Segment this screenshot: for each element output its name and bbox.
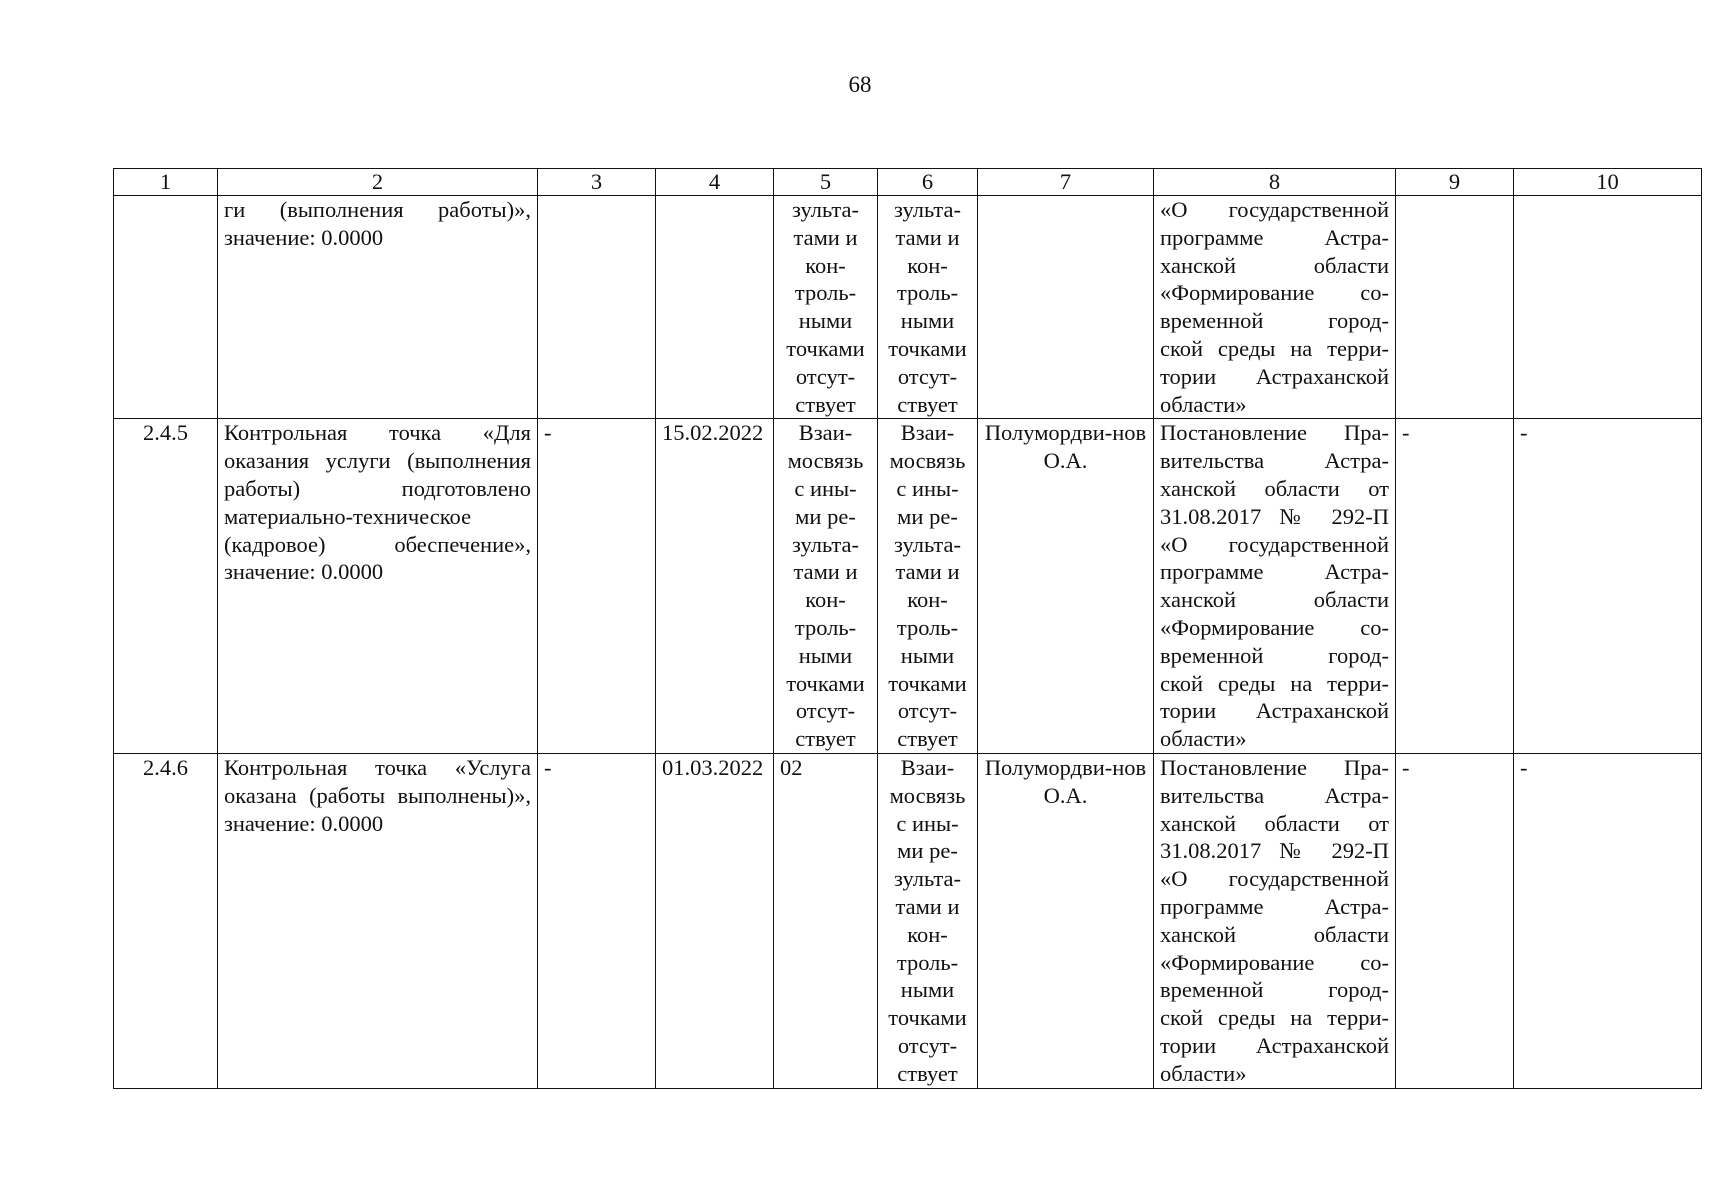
table-row — [114, 196, 1702, 419]
control-point-date: 01.03.2022 — [656, 753, 774, 1088]
cell-line: ными — [900, 308, 955, 334]
interrelation-cell — [774, 753, 878, 1088]
interrelation-cell — [774, 196, 878, 419]
cell-line: троль- — [794, 614, 857, 640]
cell-col10: - — [1514, 419, 1702, 754]
responsible-person: Полумордви-нов О.А. — [978, 419, 1154, 754]
cell-line: ными — [798, 308, 853, 334]
column-number: 5 — [774, 169, 878, 196]
document-line: 31.08.2017 № 292-П — [1160, 503, 1389, 529]
cell-col3: - — [538, 753, 656, 1088]
cell-line: кон- — [805, 252, 846, 278]
document-line: вительства Астра- — [1160, 448, 1389, 474]
cell-line: точками — [786, 670, 865, 696]
document-line: программе Астра- — [1160, 224, 1389, 250]
cell-line: 02 — [780, 754, 803, 780]
document-line: ханской области — [1160, 252, 1389, 278]
cell-line: отсут- — [897, 698, 958, 724]
interrelation-cell — [878, 753, 978, 1088]
cell-line: кон- — [805, 587, 846, 613]
cell-line: кон- — [907, 921, 948, 947]
document-line: ханской области от — [1160, 475, 1389, 501]
document-line: Постановление Пра- — [1160, 420, 1389, 446]
cell-line: тами и — [793, 224, 858, 250]
cell-line: зульта- — [894, 531, 961, 557]
cell-line: троль- — [896, 280, 959, 306]
document-line: тории Астраханской — [1160, 698, 1389, 724]
cell-line: ствует — [795, 726, 856, 752]
table-row — [114, 419, 1702, 754]
cell-line: отсут- — [897, 363, 958, 389]
control-point-name: Контрольная точка «Для оказания услуги (выполнения работы) подготовлено материально-техническое (кадровое) обеспечение», значение: 0.0000 — [218, 419, 538, 754]
cell-line: ствует — [795, 391, 856, 417]
cell-line: тами и — [793, 559, 858, 585]
column-number: 3 — [538, 169, 656, 196]
document-line: Постановление Пра- — [1160, 754, 1389, 780]
cell-line: Взаи- — [798, 420, 853, 446]
cell-line: отсут- — [897, 1032, 958, 1058]
document-line: программе Астра- — [1160, 893, 1389, 919]
cell-line: Взаи- — [900, 420, 955, 446]
cell-line: тами и — [895, 559, 960, 585]
cell-line: ми ре- — [897, 503, 958, 529]
control-point-name: ги (выполнения работы)», значение: 0.0000 — [218, 196, 538, 419]
interrelation-cell — [878, 419, 978, 754]
document-line: «Формирование со- — [1160, 949, 1389, 975]
cell-line: точками — [888, 335, 967, 361]
document-line: временной город- — [1160, 308, 1389, 334]
cell-line: отсут- — [795, 698, 856, 724]
cell-line: ми ре- — [897, 838, 958, 864]
cell-col10: - — [1514, 753, 1702, 1088]
column-number: 6 — [878, 169, 978, 196]
cell-col3 — [538, 196, 656, 419]
document-line: ханской области — [1160, 587, 1389, 613]
page-number: 68 — [848, 72, 872, 97]
cell-line: зульта- — [894, 197, 961, 222]
control-point-name: Контрольная точка «Услуга оказана (работы выполнены)», значение: 0.0000 — [218, 753, 538, 1088]
cell-line: отсут- — [795, 363, 856, 389]
cell-line: ными — [798, 642, 853, 668]
document-line: временной город- — [1160, 977, 1389, 1003]
control-point-date: 15.02.2022 — [656, 419, 774, 754]
cell-line: ными — [900, 642, 955, 668]
document-line: временной город- — [1160, 642, 1389, 668]
row-number — [114, 196, 218, 419]
cell-line: мосвязь — [787, 448, 864, 474]
cell-line: с ины- — [896, 475, 959, 501]
interrelation-cell — [878, 196, 978, 419]
cell-col3: - — [538, 419, 656, 754]
cell-col9 — [1396, 196, 1514, 419]
cell-line: точками — [888, 1005, 967, 1031]
column-number: 8 — [1154, 169, 1396, 196]
cell-line: ствует — [897, 726, 958, 752]
schedule-table — [113, 168, 1702, 1089]
document-line: «Формирование со- — [1160, 280, 1389, 306]
column-number: 9 — [1396, 169, 1514, 196]
cell-line: троль- — [896, 614, 959, 640]
document-reference — [1154, 753, 1396, 1088]
column-number: 7 — [978, 169, 1154, 196]
document-line: тории Астраханской — [1160, 363, 1389, 389]
document-line: «О государственной — [1160, 866, 1389, 892]
cell-line: ствует — [897, 1060, 958, 1086]
cell-line: троль- — [896, 949, 959, 975]
cell-line: ствует — [897, 391, 958, 417]
cell-line: ми ре- — [795, 503, 856, 529]
cell-line: тами и — [895, 893, 960, 919]
document-line: ской среды на терри- — [1160, 670, 1389, 696]
cell-line: Взаи- — [900, 754, 955, 780]
responsible-person: Полумордви-нов О.А. — [978, 753, 1154, 1088]
cell-line: тами и — [895, 224, 960, 250]
document-reference — [1154, 196, 1396, 419]
document-line: области» — [1160, 391, 1247, 417]
cell-line: ными — [900, 977, 955, 1003]
column-number: 4 — [656, 169, 774, 196]
document-reference — [1154, 419, 1396, 754]
document-line: тории Астраханской — [1160, 1032, 1389, 1058]
cell-line: зульта- — [894, 866, 961, 892]
cell-line: кон- — [907, 252, 948, 278]
control-point-date — [656, 196, 774, 419]
column-number: 2 — [218, 169, 538, 196]
cell-line: точками — [786, 335, 865, 361]
document-line: ханской области — [1160, 921, 1389, 947]
document-line: «О государственной — [1160, 531, 1389, 557]
cell-line: зульта- — [792, 531, 859, 557]
document-line: ской среды на терри- — [1160, 335, 1389, 361]
cell-line: зульта- — [792, 197, 859, 222]
document-line: «О государственной — [1160, 197, 1389, 222]
cell-line: кон- — [907, 587, 948, 613]
cell-col10 — [1514, 196, 1702, 419]
interrelation-cell — [774, 419, 878, 754]
cell-col9: - — [1396, 753, 1514, 1088]
column-number-row — [114, 169, 1702, 196]
document-line: 31.08.2017 № 292-П — [1160, 838, 1389, 864]
cell-col9: - — [1396, 419, 1514, 754]
document-line: вительства Астра- — [1160, 782, 1389, 808]
document-line: области» — [1160, 726, 1247, 752]
table-row — [114, 753, 1702, 1088]
responsible-person — [978, 196, 1154, 419]
column-number: 1 — [114, 169, 218, 196]
cell-line: с ины- — [896, 810, 959, 836]
document-line: программе Астра- — [1160, 559, 1389, 585]
row-number: 2.4.6 — [114, 753, 218, 1088]
document-line: ханской области от — [1160, 810, 1389, 836]
row-number: 2.4.5 — [114, 419, 218, 754]
document-line: «Формирование со- — [1160, 614, 1389, 640]
cell-line: троль- — [794, 280, 857, 306]
cell-line: с ины- — [794, 475, 857, 501]
cell-line: мосвязь — [889, 782, 966, 808]
document-line: ской среды на терри- — [1160, 1005, 1389, 1031]
cell-line: мосвязь — [889, 448, 966, 474]
column-number: 10 — [1514, 169, 1702, 196]
document-line: области» — [1160, 1060, 1247, 1086]
cell-line: точками — [888, 670, 967, 696]
